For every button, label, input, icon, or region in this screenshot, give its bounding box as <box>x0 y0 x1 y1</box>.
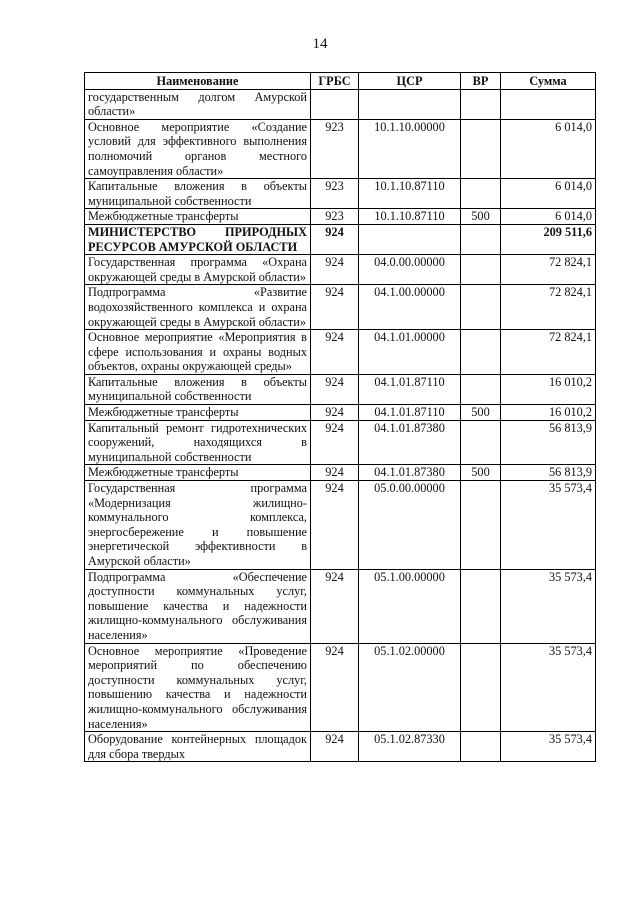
cell-grbs: 924 <box>311 481 359 570</box>
table-row <box>85 405 596 421</box>
cell-name: Государственная программа «Охрана окружающей среды в Амурской области» <box>85 255 311 285</box>
cell-csr <box>359 89 461 119</box>
cell-grbs: 924 <box>311 465 359 481</box>
table-row <box>85 285 596 330</box>
table-row <box>85 374 596 404</box>
cell-name: Основное мероприятие «Создание условий для эффективного выполнения полномочий органов местного самоуправления области» <box>85 119 311 178</box>
table-header-row <box>85 73 596 90</box>
cell-sum: 35 573,4 <box>501 643 596 732</box>
cell-sum: 16 010,2 <box>501 374 596 404</box>
table-row <box>85 420 596 465</box>
cell-grbs: 924 <box>311 643 359 732</box>
cell-vr <box>461 255 501 285</box>
header-csr: ЦСР <box>359 73 461 90</box>
cell-sum: 16 010,2 <box>501 405 596 421</box>
cell-csr: 04.1.01.87110 <box>359 405 461 421</box>
cell-csr: 04.1.01.87380 <box>359 465 461 481</box>
table-row <box>85 465 596 481</box>
cell-sum: 56 813,9 <box>501 465 596 481</box>
cell-name: Межбюджетные трансферты <box>85 209 311 225</box>
cell-grbs: 923 <box>311 119 359 178</box>
cell-sum: 56 813,9 <box>501 420 596 465</box>
cell-vr <box>461 643 501 732</box>
cell-sum: 72 824,1 <box>501 330 596 375</box>
cell-sum: 209 511,6 <box>501 224 596 254</box>
page-number: 14 <box>312 36 328 52</box>
table-row <box>85 330 596 375</box>
cell-grbs: 923 <box>311 179 359 209</box>
cell-csr: 10.1.10.87110 <box>359 179 461 209</box>
cell-name: Государственная программа «Модернизация жилищно-коммунального комплекса, энергосбережение и повышение энергетической эффективности в Амурской области» <box>85 481 311 570</box>
cell-name: Подпрограмма «Развитие водохозяйственного комплекса и охрана окружающей среды в Амурской области» <box>85 285 311 330</box>
table-row <box>85 209 596 225</box>
table-row <box>85 255 596 285</box>
table-row <box>85 569 596 643</box>
cell-grbs <box>311 89 359 119</box>
cell-grbs: 924 <box>311 224 359 254</box>
cell-csr: 04.0.00.00000 <box>359 255 461 285</box>
cell-grbs: 924 <box>311 420 359 465</box>
cell-vr <box>461 481 501 570</box>
cell-sum: 72 824,1 <box>501 285 596 330</box>
cell-vr <box>461 89 501 119</box>
cell-sum <box>501 89 596 119</box>
table-row <box>85 481 596 570</box>
cell-sum: 6 014,0 <box>501 209 596 225</box>
header-vr: ВР <box>461 73 501 90</box>
table-row <box>85 732 596 762</box>
cell-csr: 05.1.02.00000 <box>359 643 461 732</box>
cell-grbs: 924 <box>311 285 359 330</box>
cell-name: Оборудование контейнерных площадок для сбора твердых <box>85 732 311 762</box>
cell-grbs: 924 <box>311 405 359 421</box>
cell-vr <box>461 119 501 178</box>
cell-name: Капитальные вложения в объекты муниципальной собственности <box>85 374 311 404</box>
table-row <box>85 119 596 178</box>
cell-vr: 500 <box>461 209 501 225</box>
cell-vr: 500 <box>461 465 501 481</box>
cell-csr: 05.0.00.00000 <box>359 481 461 570</box>
cell-csr: 05.1.02.87330 <box>359 732 461 762</box>
cell-vr <box>461 732 501 762</box>
header-sum: Сумма <box>501 73 596 90</box>
header-name: Наименование <box>85 73 311 90</box>
cell-csr: 04.1.01.00000 <box>359 330 461 375</box>
cell-name: Основное мероприятие «Мероприятия в сфере использования и охраны водных объектов, охраны окружающей среды» <box>85 330 311 375</box>
cell-vr <box>461 420 501 465</box>
cell-grbs: 924 <box>311 569 359 643</box>
cell-vr: 500 <box>461 405 501 421</box>
cell-sum: 72 824,1 <box>501 255 596 285</box>
cell-vr <box>461 374 501 404</box>
cell-sum: 35 573,4 <box>501 732 596 762</box>
cell-csr: 10.1.10.87110 <box>359 209 461 225</box>
cell-sum: 6 014,0 <box>501 119 596 178</box>
cell-sum: 6 014,0 <box>501 179 596 209</box>
cell-grbs: 923 <box>311 209 359 225</box>
cell-csr: 04.1.01.87380 <box>359 420 461 465</box>
cell-csr: 10.1.10.00000 <box>359 119 461 178</box>
table-row <box>85 89 596 119</box>
cell-csr: 04.1.00.00000 <box>359 285 461 330</box>
cell-sum: 35 573,4 <box>501 481 596 570</box>
cell-grbs: 924 <box>311 330 359 375</box>
cell-name: Капитальный ремонт гидротехнических сооружений, находящихся в муниципальной собственности <box>85 420 311 465</box>
table-row <box>85 224 596 254</box>
cell-grbs: 924 <box>311 374 359 404</box>
cell-name: Капитальные вложения в объекты муниципальной собственности <box>85 179 311 209</box>
cell-vr <box>461 224 501 254</box>
cell-sum: 35 573,4 <box>501 569 596 643</box>
cell-name: Межбюджетные трансферты <box>85 405 311 421</box>
cell-name: Межбюджетные трансферты <box>85 465 311 481</box>
cell-name: МИНИСТЕРСТВО ПРИРОДНЫХ РЕСУРСОВ АМУРСКОЙ ОБЛАСТИ <box>85 224 311 254</box>
cell-grbs: 924 <box>311 255 359 285</box>
table-row <box>85 179 596 209</box>
table-row <box>85 643 596 732</box>
cell-vr <box>461 569 501 643</box>
cell-name: государственным долгом Амурской области» <box>85 89 311 119</box>
header-grbs: ГРБС <box>311 73 359 90</box>
cell-vr <box>461 285 501 330</box>
cell-grbs: 924 <box>311 732 359 762</box>
cell-name: Подпрограмма «Обеспечение доступности коммунальных услуг, повышение качества и надежности жилищно-коммунального обслуживания населения» <box>85 569 311 643</box>
cell-vr <box>461 179 501 209</box>
cell-csr: 04.1.01.87110 <box>359 374 461 404</box>
budget-table <box>84 72 596 762</box>
cell-csr: 05.1.00.00000 <box>359 569 461 643</box>
cell-vr <box>461 330 501 375</box>
cell-name: Основное мероприятие «Проведение мероприятий по обеспечению доступности коммунальных услуг, повышению качества и надежности жилищно-коммунального обслуживания населения» <box>85 643 311 732</box>
cell-csr <box>359 224 461 254</box>
